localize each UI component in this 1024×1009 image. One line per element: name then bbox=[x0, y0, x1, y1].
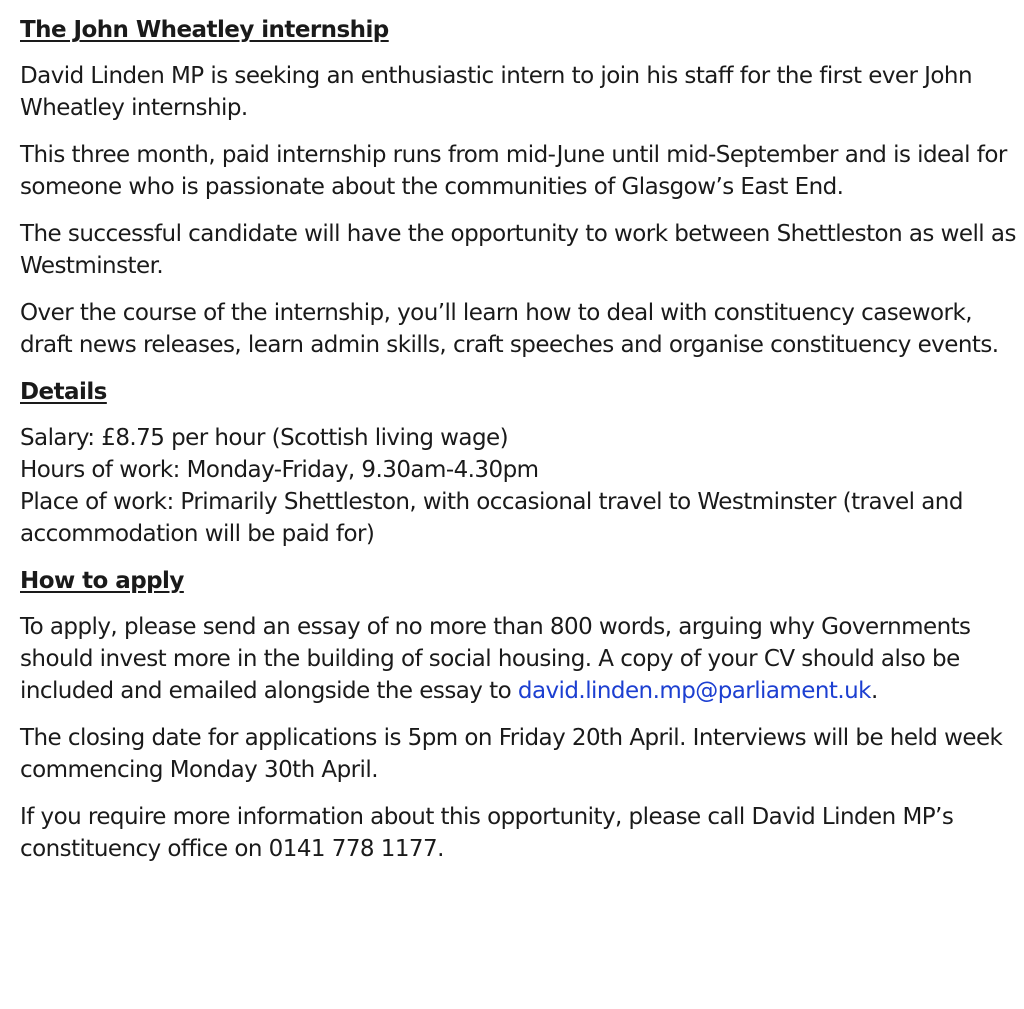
location-paragraph: The successful candidate will have the opportunity to work between Shettleston as well as Westminster. bbox=[20, 221, 1016, 279]
email-link[interactable]: david.linden.mp@parliament.uk bbox=[517, 678, 871, 704]
hours-line: Hours of work: Monday-Friday, 9.30am-4.30pm bbox=[20, 457, 539, 483]
apply-text: To apply, please send an essay of no more than 800 words, arguing why Governments should invest more in the building of social housing. A copy of your CV should also be included and emailed alongside the essay to bbox=[20, 614, 971, 704]
salary-line: Salary: £8.75 per hour (Scottish living wage) bbox=[20, 425, 509, 451]
page-title: The John Wheatley internship bbox=[20, 17, 389, 43]
details-heading: Details bbox=[20, 379, 107, 405]
intro-paragraph: David Linden MP is seeking an enthusiastic intern to join his staff for the first ever John Wheatley internship. bbox=[20, 63, 972, 121]
apply-text-end: . bbox=[870, 678, 878, 704]
details-list bbox=[20, 422, 1016, 550]
contact-paragraph: If you require more information about this opportunity, please call David Linden MP’s constituency office on 0141 778 1177. bbox=[20, 804, 954, 862]
closing-date-paragraph: The closing date for applications is 5pm on Friday 20th April. Interviews will be held week commencing Monday 30th April. bbox=[20, 725, 1003, 783]
duties-paragraph: Over the course of the internship, you’ll learn how to deal with constituency casework, draft news releases, learn admin skills, craft speeches and organise constituency events. bbox=[20, 300, 999, 358]
place-line: Place of work: Primarily Shettleston, with occasional travel to Westminster (travel and accommodation will be paid for) bbox=[20, 489, 963, 547]
apply-paragraph bbox=[20, 611, 1016, 707]
how-to-apply-heading: How to apply bbox=[20, 568, 184, 594]
duration-paragraph: This three month, paid internship runs from mid-June until mid-September and is ideal for someone who is passionate about the communities of Glasgow’s East End. bbox=[20, 142, 1007, 200]
